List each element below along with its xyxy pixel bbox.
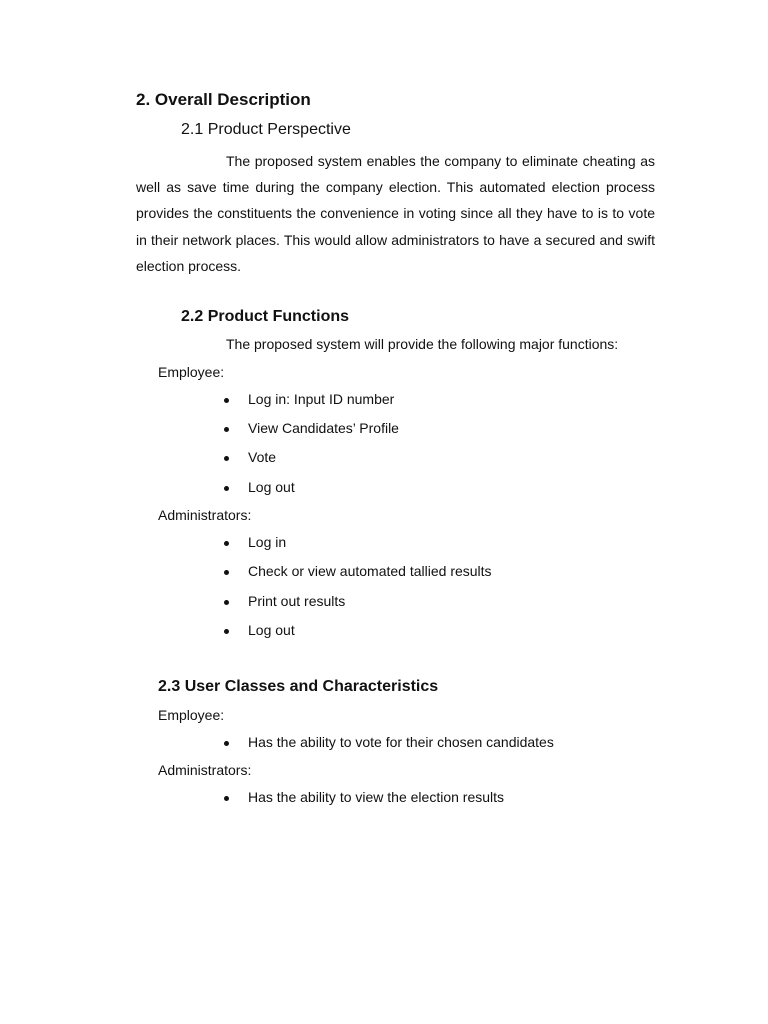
list-item-text: Log in: [248, 534, 287, 550]
product-perspective-paragraph: The proposed system enables the company to eliminate cheating as well as save time during the company election. This automated election process provides the constituents the convenience in voting since all they have to is to vote in their network places. This would allow administrators to have a secured and swift election process.: [136, 153, 655, 274]
bullet-icon: [224, 741, 229, 746]
list-item-text: Has the ability to view the election results: [248, 789, 505, 805]
product-functions-intro: The proposed system will provide the following major functions:: [226, 336, 619, 352]
section-heading: 2. Overall Description: [136, 90, 311, 109]
list-item-text: Vote: [248, 449, 277, 465]
bullet-icon: [224, 456, 229, 461]
bullet-icon: [224, 486, 229, 491]
functions-employee-label: Employee:: [158, 364, 225, 380]
bullet-icon: [224, 600, 229, 605]
list-item-text: Has the ability to vote for their chosen candidates: [248, 734, 554, 750]
product-perspective-heading: 2.1 Product Perspective: [181, 121, 351, 138]
bullet-icon: [224, 796, 229, 801]
list-item-text: Log out: [248, 479, 295, 495]
product-functions-heading: 2.2 Product Functions: [181, 308, 350, 325]
list-item-text: Check or view automated tallied results: [248, 563, 492, 579]
list-item-text: View Candidates’ Profile: [248, 420, 399, 436]
bullet-icon: [224, 541, 229, 546]
functions-admin-label: Administrators:: [158, 507, 252, 523]
list-item-text: Log in: Input ID number: [248, 391, 395, 407]
bullet-icon: [224, 629, 229, 634]
bullet-icon: [224, 570, 229, 575]
user-classes-heading: 2.3 User Classes and Characteristics: [158, 678, 439, 695]
bullet-icon: [224, 398, 229, 403]
classes-admin-label: Administrators:: [158, 762, 252, 778]
classes-employee-label: Employee:: [158, 707, 225, 723]
list-item-text: Print out results: [248, 593, 346, 609]
list-item-text: Log out: [248, 622, 295, 638]
bullet-icon: [224, 427, 229, 432]
